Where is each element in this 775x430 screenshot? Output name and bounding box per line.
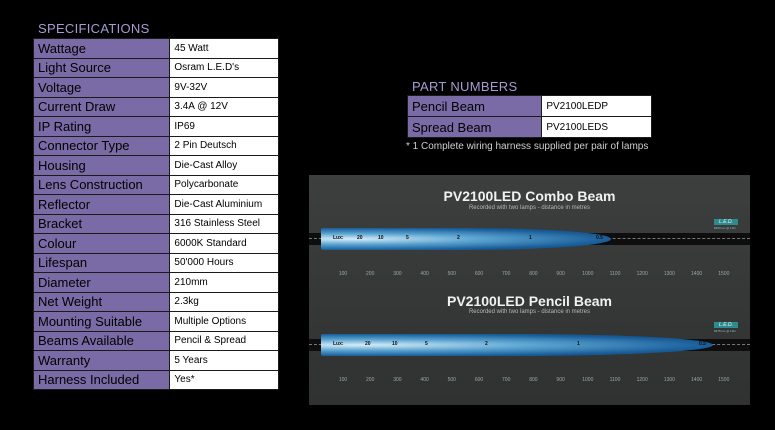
distance-tick: 1500: [718, 271, 730, 277]
part-label: Pencil Beam: [408, 96, 542, 117]
distance-tick: 1200: [636, 377, 648, 383]
distance-tick: 1100: [609, 377, 621, 383]
part-row: [408, 96, 652, 117]
distance-tick: 600: [474, 377, 484, 383]
pencil-beam-track: [309, 339, 750, 351]
spec-value: 50'000 Hours: [170, 253, 279, 273]
beam-pattern-panel: [309, 175, 750, 405]
spec-row: [34, 195, 279, 215]
spec-value: Multiple Options: [170, 312, 279, 332]
spec-label: Beams Available: [34, 331, 170, 351]
spec-row: [34, 136, 279, 156]
spec-value: 2 Pin Deutsch: [170, 136, 279, 156]
spec-label: Harness Included: [34, 370, 170, 390]
spec-label: IP Rating: [34, 117, 170, 137]
distance-tick: 200: [366, 271, 375, 277]
pencil-beam-shape: [321, 334, 713, 356]
pencil-marker-10: 10: [392, 341, 398, 347]
specifications-table: [33, 38, 279, 390]
pencil-marker-0.5: 0.5: [699, 341, 706, 347]
spec-row: [34, 175, 279, 195]
distance-tick: 1300: [663, 377, 675, 383]
spec-row: [34, 331, 279, 351]
spec-value: Pencil & Spread: [170, 331, 279, 351]
combo-lux-label: Lux:: [333, 235, 344, 241]
part-value: PV2100LEDS: [542, 117, 652, 138]
combo-marker-5: 5: [406, 235, 409, 241]
distance-tick: 900: [556, 377, 565, 383]
spec-label: Net Weight: [34, 292, 170, 312]
distance-tick: 1000: [582, 377, 594, 383]
distance-tick: 700: [502, 377, 511, 383]
spec-value: Die-Cast Aluminium: [170, 195, 279, 215]
part-value: PV2100LEDP: [542, 96, 652, 117]
spec-label: Reflector: [34, 195, 170, 215]
spec-value: Polycarbonate: [170, 175, 279, 195]
spec-value: IP69: [170, 117, 279, 137]
spec-row: [34, 312, 279, 332]
spec-label: Mounting Suitable: [34, 312, 170, 332]
spec-row: [34, 292, 279, 312]
spec-label: Warranty: [34, 351, 170, 371]
distance-tick: 400: [420, 271, 429, 277]
distance-tick: 300: [393, 271, 402, 277]
distance-tick: 1300: [663, 271, 675, 277]
spec-value: Osram L.E.D's: [170, 58, 279, 78]
spec-label: Lens Construction: [34, 175, 170, 195]
spec-row: [34, 370, 279, 390]
distance-tick: 1500: [718, 377, 730, 383]
spec-value: Die-Cast Alloy: [170, 156, 279, 176]
combo-marker-2: 2: [457, 235, 460, 241]
pencil-led-badge: L.E.D.: [714, 322, 738, 328]
distance-tick: 300: [393, 377, 402, 383]
distance-tick: 1200: [636, 271, 648, 277]
spec-label: Connector Type: [34, 136, 170, 156]
distance-tick: 1000: [582, 271, 594, 277]
distance-tick: 700: [502, 271, 511, 277]
spec-row: [34, 273, 279, 293]
spec-value: 316 Stainless Steel: [170, 214, 279, 234]
spec-label: Colour: [34, 234, 170, 254]
specifications-title: SPECIFICATIONS: [38, 21, 150, 36]
spec-row: [34, 234, 279, 254]
distance-tick: 900: [556, 271, 565, 277]
part-numbers-title: PART NUMBERS: [412, 79, 518, 94]
combo-marker-0.5: 0.5: [596, 235, 603, 241]
spec-row: [34, 39, 279, 59]
spec-row: [34, 117, 279, 137]
combo-marker-20: 20: [357, 235, 363, 241]
spec-row: [34, 214, 279, 234]
spec-label: Lifespan: [34, 253, 170, 273]
spec-value: 45 Watt: [170, 39, 279, 59]
spec-row: [34, 58, 279, 78]
distance-tick: 200: [366, 377, 375, 383]
pencil-lux-label: Lux:: [333, 341, 344, 347]
distance-tick: 100: [338, 271, 348, 277]
combo-led-lux: 8460 lux @ 10m: [714, 226, 736, 230]
pencil-marker-5: 5: [425, 341, 428, 347]
distance-tick: 500: [447, 377, 456, 383]
spec-row: [34, 351, 279, 371]
distance-tick: 100: [338, 377, 348, 383]
part-label: Spread Beam: [408, 117, 542, 138]
distance-tick: 1100: [609, 271, 621, 277]
spec-label: Current Draw: [34, 97, 170, 117]
spec-row: [34, 253, 279, 273]
spec-value: 3.4A @ 12V: [170, 97, 279, 117]
spec-label: Light Source: [34, 58, 170, 78]
combo-beam-subtitle: Recorded with two lamps - distance in metres: [468, 205, 591, 211]
pencil-marker-1: 1: [577, 341, 580, 347]
spec-value: Yes*: [170, 370, 279, 390]
spec-value: 2.3kg: [170, 292, 279, 312]
spec-label: Diameter: [34, 273, 170, 293]
distance-tick: 800: [529, 377, 538, 383]
combo-beam-track: [309, 233, 750, 245]
spec-value: 5 Years: [170, 351, 279, 371]
spec-row: [34, 78, 279, 98]
pencil-beam-title: PV2100LED Pencil Beam: [447, 293, 612, 309]
spec-row: [34, 156, 279, 176]
combo-marker-1: 1: [529, 235, 532, 241]
spec-value: 9V-32V: [170, 78, 279, 98]
combo-distance-scale: [309, 271, 750, 279]
pencil-beam-subtitle: Recorded with two lamps - distance in metres: [468, 309, 591, 315]
distance-tick: 800: [529, 271, 538, 277]
spec-row: [34, 97, 279, 117]
spec-label: Bracket: [34, 214, 170, 234]
distance-tick: 500: [447, 271, 456, 277]
part-row: [408, 117, 652, 138]
distance-tick: 1400: [691, 377, 703, 383]
distance-tick: 1400: [691, 271, 703, 277]
harness-note: * 1 Complete wiring harness supplied per pair of lamps: [406, 141, 649, 152]
spec-value: 6000K Standard: [170, 234, 279, 254]
distance-tick: 600: [474, 271, 484, 277]
spec-label: Wattage: [34, 39, 170, 59]
pencil-marker-20: 20: [365, 341, 371, 347]
combo-beam-title: PV2100LED Combo Beam: [443, 188, 616, 204]
spec-value: 210mm: [170, 273, 279, 293]
part-numbers-table: [407, 95, 652, 138]
distance-tick: 400: [420, 377, 429, 383]
spec-label: Housing: [34, 156, 170, 176]
combo-marker-10: 10: [378, 235, 384, 241]
pencil-led-lux: 8275 lux @ 10m: [714, 329, 736, 333]
pencil-marker-2: 2: [485, 341, 488, 347]
pencil-distance-scale: [309, 377, 750, 385]
combo-beam-shape: [321, 228, 611, 250]
spec-label: Voltage: [34, 78, 170, 98]
combo-led-badge: L.E.D.: [714, 219, 738, 225]
